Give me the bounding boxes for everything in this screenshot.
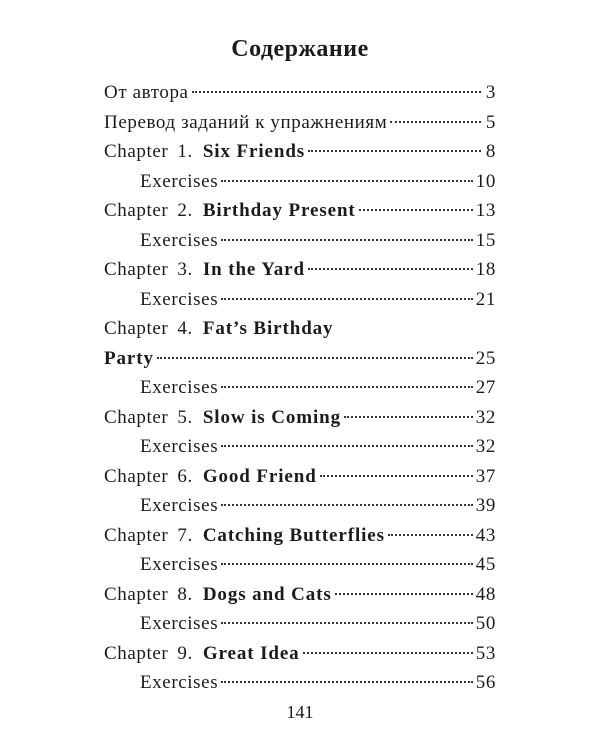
toc-entry-chapter-9	[104, 639, 496, 669]
toc-entry-chapter-3	[104, 255, 496, 285]
toc-entry-exercises-9	[104, 668, 496, 698]
exercises-label: Exercises	[140, 170, 219, 192]
dot-leader	[221, 298, 473, 300]
chapter-title: Fat’s Birthday	[202, 318, 334, 339]
chapter-number: 4.	[177, 318, 193, 339]
dot-leader	[221, 386, 473, 388]
exercises-label: Exercises	[140, 377, 219, 398]
toc-entry-chapter-8	[104, 580, 496, 610]
chapter-title: Slow is Coming	[202, 406, 342, 428]
chapter-word: Chapter	[104, 406, 169, 428]
dot-leader	[359, 209, 473, 211]
chapter-title: Six Friends	[202, 141, 306, 162]
exercises-label: Exercises	[140, 436, 219, 457]
dot-leader	[221, 445, 473, 447]
dot-leader	[390, 121, 481, 123]
toc-entry-exercises-1	[104, 167, 496, 197]
entry-page: 25	[475, 347, 496, 369]
toc-entry-exercises-7	[104, 550, 496, 580]
entry-page: 10	[475, 170, 496, 192]
entry-page: 3	[485, 82, 496, 103]
toc-entry-exercises-3	[104, 285, 496, 315]
toc-entry-chapter-4-continued	[104, 344, 496, 374]
chapter-number: 3.	[177, 259, 193, 280]
exercises-label: Exercises	[140, 613, 219, 634]
entry-page: 39	[475, 495, 496, 516]
chapter-number: 2.	[177, 200, 193, 221]
toc-entry-exercises-4	[104, 373, 496, 403]
chapter-title: Great Idea	[202, 642, 300, 664]
toc-entry-chapter-4	[104, 314, 496, 344]
exercises-label: Exercises	[140, 672, 219, 693]
chapter-number: 6.	[177, 465, 193, 487]
exercises-label: Exercises	[140, 288, 219, 310]
entry-page: 32	[475, 436, 496, 457]
entry-page: 37	[475, 465, 496, 487]
entry-page: 27	[475, 377, 496, 398]
entry-page: 45	[475, 554, 496, 575]
chapter-word: Chapter	[104, 200, 169, 221]
toc-entry-chapter-5	[104, 403, 496, 433]
toc-entry-chapter-7	[104, 521, 496, 551]
exercises-label: Exercises	[140, 229, 219, 251]
page-title: Содержание	[231, 36, 369, 62]
chapter-word: Chapter	[104, 141, 169, 162]
dot-leader	[221, 681, 473, 683]
dot-leader	[335, 593, 473, 595]
entry-page: 8	[485, 141, 496, 162]
toc-entry-chapter-1	[104, 137, 496, 167]
toc-entry-exercises-6	[104, 491, 496, 521]
dot-leader	[192, 91, 481, 93]
chapter-title: Catching Butterflies	[202, 524, 385, 546]
toc-entry-exercises-8	[104, 609, 496, 639]
toc-entry-exercises-2	[104, 226, 496, 256]
toc-entry-exercises-5	[104, 432, 496, 462]
dot-leader	[308, 150, 481, 152]
chapter-word: Chapter	[104, 583, 169, 605]
entry-page: 5	[485, 111, 496, 133]
toc-entry-chapter-6	[104, 462, 496, 492]
dot-leader	[308, 268, 473, 270]
entry-page: 50	[475, 613, 496, 634]
toc-entry-translation	[104, 108, 496, 138]
dot-leader	[221, 180, 473, 182]
chapter-number: 1.	[177, 141, 193, 162]
dot-leader	[221, 239, 473, 241]
exercises-label: Exercises	[140, 495, 219, 516]
chapter-number: 8.	[177, 583, 193, 605]
dot-leader	[221, 563, 473, 565]
chapter-title-continued: Party	[104, 347, 154, 369]
dot-leader	[388, 534, 473, 536]
exercises-label: Exercises	[140, 554, 219, 575]
entry-label: Перевод заданий к упражнениям	[104, 111, 388, 133]
dot-leader	[157, 357, 473, 359]
entry-page: 32	[475, 406, 496, 428]
chapter-number: 7.	[177, 524, 193, 546]
entry-page: 18	[475, 259, 496, 280]
page-number: 141	[286, 702, 314, 722]
entry-page: 21	[475, 288, 496, 310]
chapter-word: Chapter	[104, 259, 169, 280]
chapter-title: Dogs and Cats	[202, 583, 332, 605]
chapter-title: In the Yard	[202, 259, 305, 280]
chapter-title: Birthday Present	[202, 200, 356, 221]
toc-entry-chapter-2	[104, 196, 496, 226]
entry-page: 15	[475, 229, 496, 251]
dot-leader	[303, 652, 473, 654]
chapter-word: Chapter	[104, 318, 169, 339]
table-of-contents	[104, 78, 496, 698]
chapter-title: Good Friend	[202, 465, 317, 487]
dot-leader	[221, 622, 473, 624]
chapter-word: Chapter	[104, 465, 169, 487]
entry-page: 48	[475, 583, 496, 605]
entry-page: 56	[475, 672, 496, 693]
chapter-word: Chapter	[104, 524, 169, 546]
dot-leader	[344, 416, 473, 418]
entry-page: 53	[475, 642, 496, 664]
toc-entry-author	[104, 78, 496, 108]
chapter-number: 5.	[177, 406, 193, 428]
dot-leader	[221, 504, 473, 506]
dot-leader	[320, 475, 473, 477]
chapter-word: Chapter	[104, 642, 169, 664]
entry-page: 13	[475, 200, 496, 221]
entry-page: 43	[475, 524, 496, 546]
chapter-number: 9.	[177, 642, 193, 664]
entry-label: От автора	[104, 82, 189, 103]
